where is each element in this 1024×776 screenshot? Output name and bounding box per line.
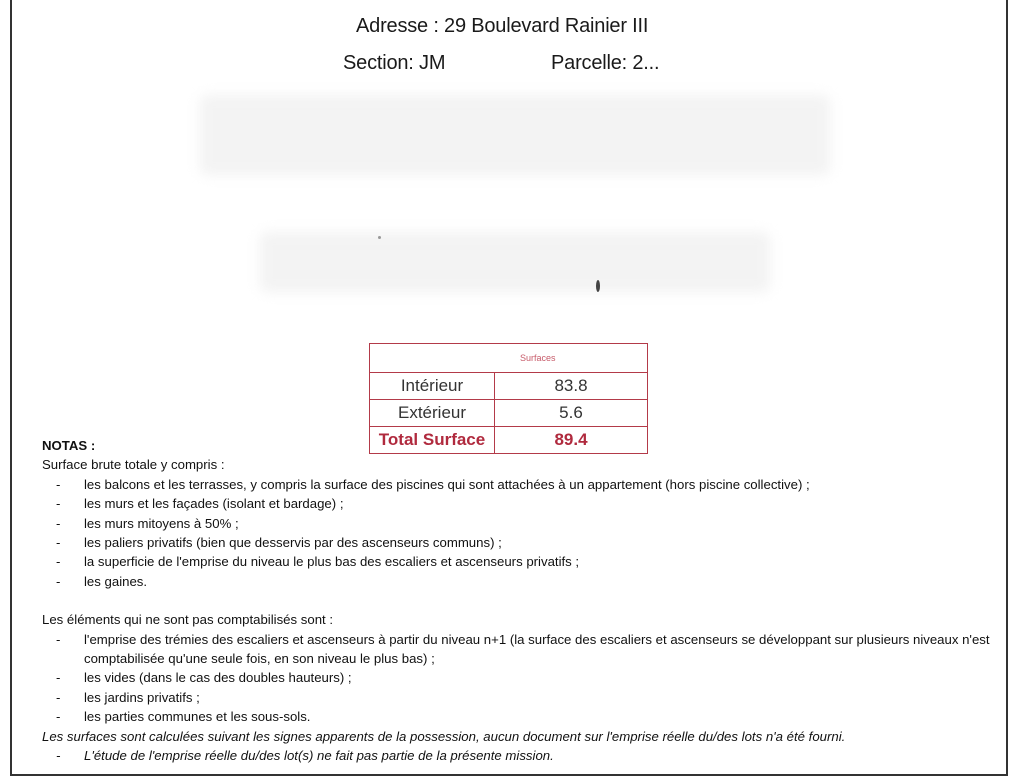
- list-item: - les balcons et les terrasses, y compris la surface des piscines qui sont attachées à un appartement (hors piscine collective) ;: [42, 475, 992, 494]
- notas-title: NOTAS :: [42, 438, 96, 453]
- erased-area: [200, 95, 830, 175]
- notas-intro: Surface brute totale y compris :: [42, 457, 225, 473]
- list-item: - la superficie de l'emprise du niveau le plus bas des escaliers et ascenseurs privatifs ;: [42, 552, 992, 571]
- list-item: - les gaines.: [42, 572, 992, 591]
- table-header-cell: Surfaces: [370, 344, 648, 373]
- list-item: - l'emprise des trémies des escaliers et ascenseurs à partir du niveau n+1 (la surface des escaliers et ascenseurs se développant sur plusieurs niveaux n'est comptabilisée qu'une seule fois, en son niveau le plus bas) ;: [42, 630, 992, 669]
- row-label: Extérieur: [370, 400, 495, 427]
- total-value: 89.4: [495, 427, 648, 454]
- parcelle-line: Parcelle: 2...: [551, 52, 660, 74]
- row-value: 5.6: [495, 400, 648, 427]
- list-item: - les jardins privatifs ;: [42, 688, 992, 707]
- total-label: Total Surface: [370, 427, 495, 454]
- table-row: [370, 373, 648, 400]
- list-item: - les murs mitoyens à 50% ;: [42, 514, 992, 533]
- scan-speck: [378, 236, 381, 239]
- scan-speck: [596, 280, 600, 292]
- row-value: 83.8: [495, 373, 648, 400]
- section-line: Section: JM: [343, 52, 446, 74]
- table-header-row: [370, 344, 648, 373]
- list-item: - les murs et les façades (isolant et bardage) ;: [42, 494, 992, 513]
- list-item: - les parties communes et les sous-sols.: [42, 707, 992, 726]
- notas-section: [42, 436, 992, 766]
- included-list: [42, 475, 992, 591]
- italic-note: Les surfaces sont calculées suivant les signes apparents de la possession, aucun document sur l'emprise réelle du/des lots n'a été fourni.: [42, 728, 846, 744]
- erased-area: [260, 232, 770, 292]
- list-item: - les paliers privatifs (bien que desservis par des ascenseurs communs) ;: [42, 533, 992, 552]
- row-label: Intérieur: [370, 373, 495, 400]
- italic-list: [42, 746, 992, 765]
- list-item: - L'étude de l'emprise réelle du/des lot(s) ne fait pas partie de la présente mission.: [42, 746, 992, 765]
- table-row: [370, 400, 648, 427]
- address-line: Adresse : 29 Boulevard Rainier III: [356, 15, 649, 37]
- excluded-list: [42, 630, 992, 727]
- excluded-intro: Les éléments qui ne sont pas comptabilisés sont :: [42, 612, 334, 628]
- list-item: - les vides (dans le cas des doubles hauteurs) ;: [42, 668, 992, 687]
